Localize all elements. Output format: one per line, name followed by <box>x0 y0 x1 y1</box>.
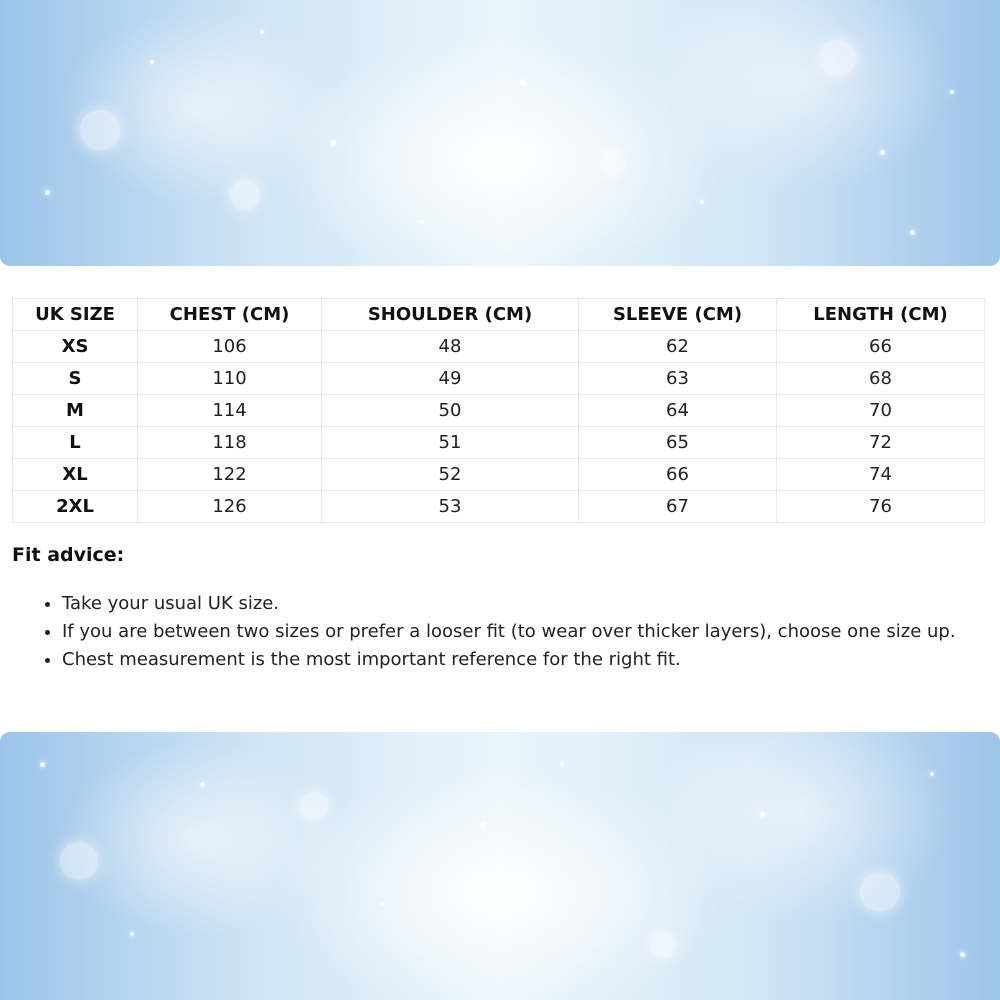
size-cell: 2XL <box>13 491 138 523</box>
table-row <box>13 491 985 523</box>
length-cell: 74 <box>777 459 985 491</box>
table-row <box>13 459 985 491</box>
length-cell: 68 <box>777 363 985 395</box>
shoulder-cell: 50 <box>322 395 579 427</box>
size-chart-table <box>12 298 985 523</box>
list-item: • Take your usual UK size. <box>62 590 1000 618</box>
shoulder-cell: 49 <box>322 363 579 395</box>
header-sleeve: SLEEVE (CM) <box>579 299 777 331</box>
length-cell: 72 <box>777 427 985 459</box>
fit-advice-list <box>22 590 1000 674</box>
chest-cell: 106 <box>138 331 322 363</box>
length-cell: 76 <box>777 491 985 523</box>
chest-cell: 114 <box>138 395 322 427</box>
size-cell: S <box>13 363 138 395</box>
list-item: • If you are between two sizes or prefer a looser fit (to wear over thicker layers), choose one size up. <box>62 618 1000 646</box>
header-shoulder: SHOULDER (CM) <box>322 299 579 331</box>
chest-cell: 126 <box>138 491 322 523</box>
snow-banner-top <box>0 0 1000 266</box>
size-cell: M <box>13 395 138 427</box>
snow-banner-bottom <box>0 732 1000 1000</box>
length-cell: 70 <box>777 395 985 427</box>
list-item: • Chest measurement is the most important reference for the right fit. <box>62 646 1000 674</box>
shoulder-cell: 52 <box>322 459 579 491</box>
chest-cell: 122 <box>138 459 322 491</box>
shoulder-cell: 53 <box>322 491 579 523</box>
chest-cell: 110 <box>138 363 322 395</box>
header-length: LENGTH (CM) <box>777 299 985 331</box>
chest-cell: 118 <box>138 427 322 459</box>
sleeve-cell: 66 <box>579 459 777 491</box>
size-cell: XS <box>13 331 138 363</box>
sleeve-cell: 63 <box>579 363 777 395</box>
sleeve-cell: 67 <box>579 491 777 523</box>
size-cell: L <box>13 427 138 459</box>
sleeve-cell: 64 <box>579 395 777 427</box>
shoulder-cell: 48 <box>322 331 579 363</box>
table-row <box>13 395 985 427</box>
length-cell: 66 <box>777 331 985 363</box>
table-row <box>13 331 985 363</box>
table-row <box>13 427 985 459</box>
table-row <box>13 363 985 395</box>
size-cell: XL <box>13 459 138 491</box>
sleeve-cell: 65 <box>579 427 777 459</box>
header-uk-size: UK SIZE <box>13 299 138 331</box>
fit-advice-title: Fit advice: <box>12 544 125 566</box>
sleeve-cell: 62 <box>579 331 777 363</box>
header-chest: CHEST (CM) <box>138 299 322 331</box>
table-header-row <box>13 299 985 331</box>
shoulder-cell: 51 <box>322 427 579 459</box>
